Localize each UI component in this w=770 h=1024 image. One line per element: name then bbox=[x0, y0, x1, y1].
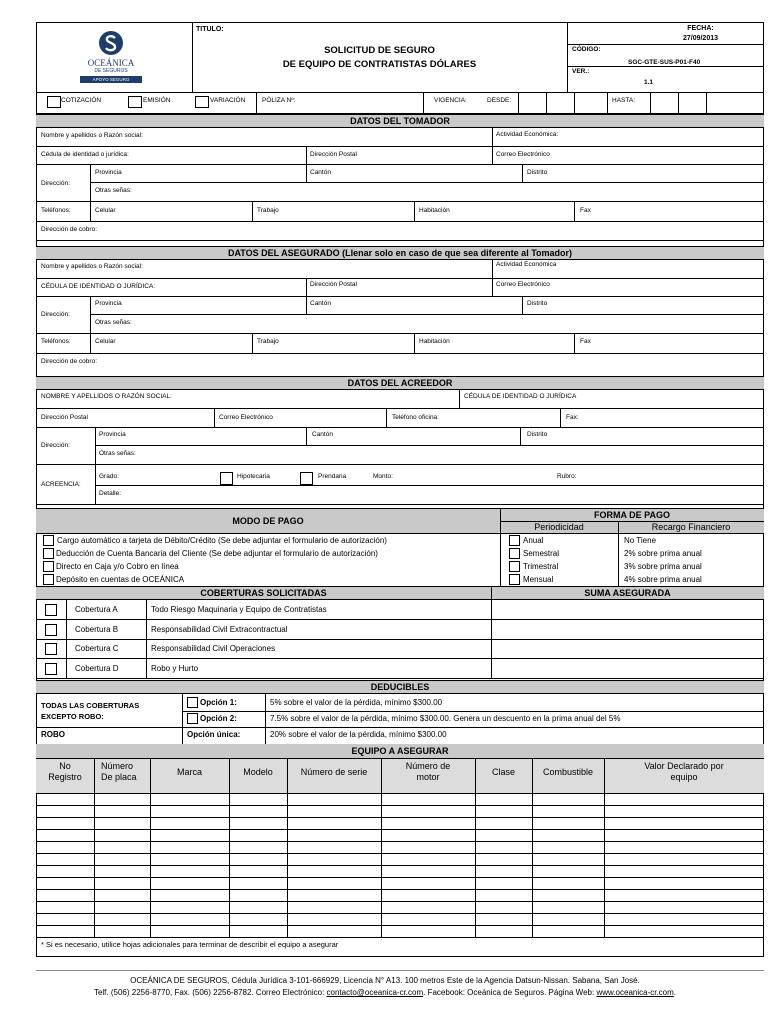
cobertura-c-name: Cobertura C bbox=[75, 644, 119, 653]
mensual-checkbox[interactable] bbox=[509, 574, 520, 585]
doc-title-line1: SOLICITUD DE SEGURO bbox=[324, 45, 435, 56]
cotizacion-label: COTIZACIÓN bbox=[61, 97, 102, 104]
footer-end: . bbox=[673, 988, 677, 997]
opcion1-label: Opción 1: bbox=[200, 698, 237, 707]
footer-line2 bbox=[0, 988, 770, 997]
deducibles-title: DEDUCIBLES bbox=[370, 682, 430, 692]
opcion1-checkbox[interactable] bbox=[187, 697, 198, 708]
col-valor-header bbox=[604, 761, 764, 784]
asegurado-fax-label: Fax bbox=[580, 338, 591, 345]
col-motor-header bbox=[381, 761, 475, 784]
prendaria-label: Prendaria bbox=[318, 473, 347, 480]
asegurado-actividad-label: Actividad Económica bbox=[496, 261, 557, 268]
tomador-cobro-label: Dirección de cobro: bbox=[41, 226, 97, 233]
recargo-semestral: 2% sobre prima anual bbox=[624, 549, 702, 558]
tomador-celular-label: Celular bbox=[95, 207, 116, 214]
codigo-value: SGC-GTE-SUS-P01-F40 bbox=[628, 59, 701, 66]
acreedor-correo-label: Correo Electrónico bbox=[219, 414, 273, 421]
acreedor-dirpostal-label: Dirección Postal bbox=[41, 414, 88, 421]
equipo-note: * Si es necesario, utilice hojas adicionales para terminar de describir el equipo a asegurar bbox=[41, 940, 339, 949]
trimestral-checkbox[interactable] bbox=[509, 561, 520, 572]
tomador-section-title: DATOS DEL TOMADOR bbox=[36, 114, 764, 128]
opcion2-text: 7.5% sobre el valor de la pérdida, mínimo $300.00. Genera un descuento en la prima anual del 5% bbox=[270, 714, 621, 723]
tomador-distrito-label: Distrito bbox=[527, 169, 548, 176]
acreedor-canton-label: Cantón bbox=[312, 431, 333, 438]
grado-label: Grado: bbox=[99, 473, 119, 480]
col-no-line2: Registro bbox=[48, 772, 82, 783]
asegurado-cedula-label: CÉDULA DE IDENTIDAD O JURÍDICA: bbox=[41, 283, 156, 290]
equipo-row-line bbox=[36, 829, 764, 830]
hipotecaria-checkbox[interactable] bbox=[220, 472, 233, 485]
col-marca-header: Marca bbox=[176, 767, 202, 777]
col-modelo-header: Modelo bbox=[243, 767, 273, 777]
col-no-header bbox=[36, 761, 94, 784]
asegurado-correo-label: Correo Electrónico bbox=[496, 281, 550, 288]
desde-label: DESDE: bbox=[487, 97, 512, 104]
tomador-dirpostal-label: Dirección Postal bbox=[310, 151, 357, 158]
col-combustible-header: Combustible bbox=[542, 767, 594, 777]
acreedor-direccion-label: Dirección: bbox=[41, 442, 70, 449]
equipo-row-line bbox=[36, 913, 764, 914]
variacion-label: VARIACIÓN bbox=[210, 97, 246, 104]
equipo-title: EQUIPO A ASEGURAR bbox=[351, 746, 449, 756]
col-no-line1: No bbox=[59, 761, 71, 771]
asegurado-distrito-label: Distrito bbox=[527, 300, 548, 307]
footer-contact: Telf. (506) 2256-8770, Fax. (506) 2256-8782. Correo Electrónico: bbox=[93, 988, 327, 997]
semestral-checkbox[interactable] bbox=[509, 548, 520, 559]
acreedor-nombre-label: NOMBRE Y APELLIDOS O RAZÓN SOCIAL: bbox=[41, 393, 172, 400]
equipo-row-line bbox=[36, 817, 764, 818]
logo-sub: DE SEGUROS bbox=[94, 68, 128, 74]
equipo-row-line bbox=[36, 805, 764, 806]
acreedor-section-title: DATOS DEL ACREEDOR bbox=[36, 376, 764, 390]
acreencia-label: ACREENCIA: bbox=[41, 481, 81, 488]
acreedor-fax-label: Fax: bbox=[566, 414, 579, 421]
opcion2-label: Opción 2: bbox=[200, 714, 237, 723]
logo bbox=[80, 30, 142, 86]
col-serie-header: Número de serie bbox=[300, 767, 368, 777]
emision-checkbox[interactable] bbox=[128, 96, 142, 108]
tomador-direccion-label: Dirección: bbox=[41, 180, 70, 187]
ver-label: VER.: bbox=[572, 68, 590, 75]
col-valor-line2: equipo bbox=[670, 772, 698, 783]
acreedor-otras-label: Otras señas: bbox=[99, 450, 136, 457]
asegurado-section-title: DATOS DEL ASEGURADO (Llenar solo en caso de que sea diferente al Tomador) bbox=[36, 246, 764, 260]
asegurado-canton-label: Cantón bbox=[310, 300, 331, 307]
pago-tarjeta-checkbox[interactable] bbox=[43, 535, 54, 546]
poliza-label: PÓLIZA Nº: bbox=[262, 97, 296, 104]
trimestral-label: Trimestral bbox=[523, 562, 559, 571]
cobertura-a-name: Cobertura A bbox=[75, 605, 118, 614]
recargo-mensual: 4% sobre prima anual bbox=[624, 575, 702, 584]
col-placa-line2: De placa bbox=[101, 772, 137, 783]
acreedor-cedula-label: CÉDULA DE IDENTIDAD O JURÍDICA bbox=[464, 393, 577, 400]
forma-pago-title: FORMA DE PAGO bbox=[594, 510, 670, 520]
cobertura-a-desc: Todo Riesgo Maquinaria y Equipo de Contratistas bbox=[151, 605, 327, 614]
semestral-label: Semestral bbox=[523, 549, 560, 558]
suma-asegurada-title: SUMA ASEGURADA bbox=[584, 588, 671, 598]
cobertura-c-checkbox[interactable] bbox=[45, 643, 57, 655]
tomador-provincia-label: Provincia bbox=[95, 169, 122, 176]
codigo-label: CÓDIGO: bbox=[572, 46, 601, 53]
asegurado-habitacion-label: Habitación bbox=[419, 338, 450, 345]
title-label: TITULO: bbox=[196, 26, 224, 33]
robo-text: 20% sobre el valor de la pérdida, mínimo $300.00 bbox=[270, 730, 447, 739]
asegurado-provincia-label: Provincia bbox=[95, 300, 122, 307]
asegurado-direccion-label: Dirección: bbox=[41, 311, 70, 318]
tomador-fax-label: Fax bbox=[580, 207, 591, 214]
anual-checkbox[interactable] bbox=[509, 535, 520, 546]
tomador-trabajo-label: Trabajo bbox=[257, 207, 279, 214]
footer-line1: OCEÁNICA DE SEGUROS, Cédula Jurídica 3-101-666929, Licencia N° A13. 100 metros Este de la Agencia Datsun-Nissan. Sabana, San José. bbox=[130, 976, 640, 985]
recargo-header: Recargo Financiero bbox=[651, 522, 731, 532]
mensual-label: Mensual bbox=[523, 575, 554, 584]
asegurado-telefonos-label: Teléfonos: bbox=[41, 338, 71, 345]
tomador-correo-label: Correo Electrónico bbox=[496, 151, 550, 158]
cobertura-b-desc: Responsabilidad Civil Extracontractual bbox=[151, 625, 288, 634]
anual-label: Anual bbox=[523, 536, 544, 545]
detalle-label: Detalle: bbox=[99, 490, 122, 497]
pago-cuenta-checkbox[interactable] bbox=[43, 548, 54, 559]
opcion-unica-label: Opción única: bbox=[187, 730, 241, 739]
logo-tag: APOYO SEGURO bbox=[80, 76, 142, 83]
col-placa-line1: Número bbox=[101, 761, 134, 771]
tomador-telefonos-label: Teléfonos: bbox=[41, 207, 71, 214]
opcion1-text: 5% sobre el valor de la pérdida, mínimo $300.00 bbox=[270, 698, 443, 707]
ver-value: 1.1 bbox=[644, 79, 654, 86]
hasta-label: HASTA: bbox=[612, 97, 635, 104]
recargo-trimestral: 3% sobre prima anual bbox=[624, 562, 702, 571]
pago-caja-checkbox[interactable] bbox=[43, 561, 54, 572]
todas-coberturas-1: TODAS LAS COBERTURAS bbox=[41, 701, 140, 710]
emision-label: EMISIÓN bbox=[143, 97, 171, 104]
acreedor-tel-label: Teléfono oficina: bbox=[392, 414, 439, 421]
rubro-label: Rubro: bbox=[557, 473, 577, 480]
equipo-row-line bbox=[36, 853, 764, 854]
cobertura-b-checkbox[interactable] bbox=[45, 624, 57, 636]
cobertura-d-checkbox[interactable] bbox=[45, 663, 57, 675]
tomador-otras-label: Otras señas: bbox=[95, 187, 132, 194]
recargo-anual: No Tiene bbox=[624, 536, 657, 545]
tomador-canton-label: Cantón bbox=[310, 169, 331, 176]
col-motor-line1: Número de bbox=[405, 761, 451, 771]
cobertura-a-checkbox[interactable] bbox=[45, 604, 57, 616]
equipo-row-line bbox=[36, 841, 764, 842]
doc-title-line2: DE EQUIPO DE CONTRATISTAS DÓLARES bbox=[282, 58, 477, 70]
monto-label: Monto: bbox=[373, 473, 393, 480]
equipo-row-line bbox=[36, 865, 764, 866]
modo-pago-title: MODO DE PAGO bbox=[232, 516, 304, 526]
asegurado-celular-label: Celular bbox=[95, 338, 116, 345]
acreedor-distrito-label: Distrito bbox=[527, 431, 548, 438]
fecha-label: FECHA: bbox=[687, 25, 714, 32]
col-valor-line1: Valor Declarado por bbox=[644, 761, 724, 771]
col-placa-header bbox=[101, 761, 137, 784]
col-motor-line2: motor bbox=[416, 772, 440, 783]
footer-web-link[interactable]: www.oceanica-cr.com bbox=[596, 988, 674, 997]
tomador-habitacion-label: Habitación bbox=[419, 207, 450, 214]
prendaria-checkbox[interactable] bbox=[300, 472, 313, 485]
periodicidad-header: Periodicidad bbox=[534, 522, 584, 532]
acreedor-provincia-label: Provincia bbox=[99, 431, 126, 438]
cobertura-b-name: Cobertura B bbox=[75, 625, 119, 634]
variacion-checkbox[interactable] bbox=[195, 96, 209, 108]
pago-cuenta-label: Deducción de Cuenta Bancaria del Cliente (Se debe adjuntar el formulario de autorización) bbox=[56, 549, 378, 558]
footer-facebook: . Facebook: Oceánica de Seguros. Página Web: bbox=[423, 988, 597, 997]
cobertura-c-desc: Responsabilidad Civil Operaciones bbox=[151, 644, 276, 653]
opcion2-checkbox[interactable] bbox=[187, 713, 198, 724]
robo-label: ROBO bbox=[41, 730, 65, 739]
hipotecaria-label: Hipotecaria bbox=[237, 473, 270, 480]
cotizacion-checkbox[interactable] bbox=[47, 96, 61, 108]
col-clase-header: Clase bbox=[491, 767, 515, 777]
tomador-actividad-label: Actividad Económica: bbox=[496, 131, 559, 138]
asegurado-otras-label: Otras señas: bbox=[95, 319, 132, 326]
asegurado-cobro-label: Dirección de cobro: bbox=[41, 358, 97, 365]
cobertura-d-name: Cobertura D bbox=[75, 664, 119, 673]
asegurado-nombre-label: Nombre y apellidos o Razón social: bbox=[41, 263, 143, 270]
tomador-nombre-label: Nombre y apellidos o Razón social: bbox=[41, 132, 143, 139]
asegurado-trabajo-label: Trabajo bbox=[257, 338, 279, 345]
pago-caja-label: Directo en Caja y/o Cobro en línea bbox=[56, 562, 179, 571]
equipo-row-line bbox=[36, 889, 764, 890]
logo-name: OCEÁNICA bbox=[87, 58, 135, 68]
pago-deposito-label: Depósito en cuentas de OCEÁNICA bbox=[56, 575, 185, 584]
equipo-row-line bbox=[36, 877, 764, 878]
fecha-value: 27/09/2013 bbox=[682, 34, 719, 42]
vigencia-label: VIGENCIA: bbox=[434, 97, 467, 104]
pago-tarjeta-label: Cargo automático a tarjeta de Débito/Crédito (Se debe adjuntar el formulario de autorización) bbox=[57, 536, 387, 545]
tomador-cedula-label: Cédula de identidad o jurídica: bbox=[41, 151, 129, 158]
equipo-row-line bbox=[36, 925, 764, 926]
logo-s-icon bbox=[98, 30, 124, 56]
footer-email-link[interactable]: contacto@oceanica-cr.com bbox=[326, 988, 424, 997]
asegurado-dirpostal-label: Dirección Postal bbox=[310, 281, 357, 288]
cobertura-d-desc: Robo y Hurto bbox=[151, 664, 199, 673]
todas-coberturas-2: EXCEPTO ROBO: bbox=[41, 712, 104, 721]
coberturas-title: COBERTURAS SOLICITADAS bbox=[200, 588, 327, 598]
pago-deposito-checkbox[interactable] bbox=[43, 574, 54, 585]
equipo-row-line bbox=[36, 901, 764, 902]
